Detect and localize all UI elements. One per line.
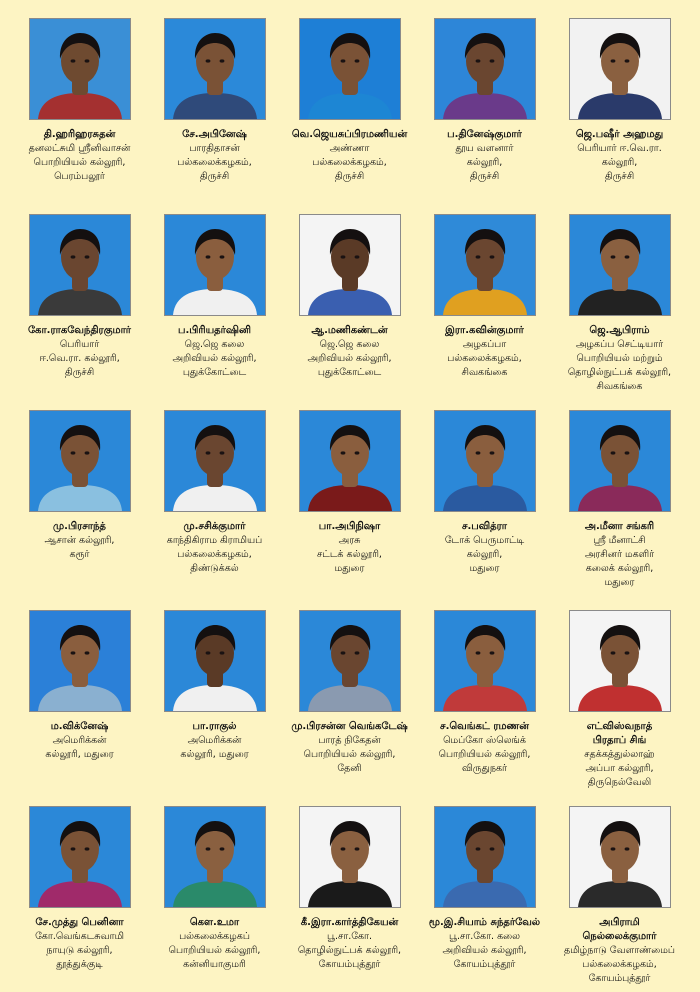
profile-card — [282, 392, 417, 592]
institution-line: சிவகங்கை — [596, 381, 643, 392]
portrait-right-eye — [489, 651, 494, 654]
institution-line: தனலட்சுமி ஸ்ரீனிவாசன் — [28, 143, 131, 154]
institution-line: கோயம்புத்தூர் — [453, 959, 516, 970]
profile-caption — [418, 128, 552, 184]
portrait-left-eye — [205, 59, 210, 62]
person-name: ப.தினேஷ்குமார் — [447, 129, 522, 140]
person-name: கோ.ராகவேந்திரகுமார் — [27, 325, 132, 336]
profile-caption — [148, 720, 282, 762]
profile-caption — [148, 520, 282, 576]
institution-line: சிவகங்கை — [461, 367, 508, 378]
institution-line: தொழில்நுட்பக் கல்லூரி, — [567, 367, 672, 378]
portrait-photo — [434, 410, 536, 512]
institution-line: அழகப்பா — [462, 339, 507, 350]
portrait-photo — [299, 610, 401, 712]
person-name: மூ.இ.சியாம் சுந்தர்வேல் — [428, 917, 541, 928]
institution-line: ஸ்ரீ மீனாட்சி — [593, 535, 646, 546]
person-name: ப.பிரியதர்ஷினி — [178, 325, 251, 336]
person-name: ச.பவித்ரா — [461, 521, 508, 532]
institution-line: அறிவியல் கல்லூரி, — [442, 945, 527, 956]
portrait-photo — [164, 806, 266, 908]
portrait-photo — [29, 214, 131, 316]
person-name: இரா.கவின்குமார் — [445, 325, 524, 336]
person-name: கௌ.உமா — [189, 917, 240, 928]
institution-line: பொறியியல் கல்லூரி, — [168, 945, 261, 956]
profile-card — [12, 392, 147, 592]
institution-line: அமெரிக்கன் — [52, 735, 107, 746]
portrait-photo — [569, 410, 671, 512]
portrait-left-eye — [610, 59, 615, 62]
institution-line: பூ.சா.கோ. — [326, 931, 373, 942]
profile-caption — [553, 324, 687, 392]
person-name: ச.வெங்கட் ரமணன் — [440, 721, 529, 732]
institution-line: பல்கலைக்கழகம், — [312, 157, 387, 168]
profile-caption — [553, 720, 687, 788]
portrait-right-eye — [489, 847, 494, 850]
person-name: சே.அபினேஷ் — [182, 129, 247, 140]
profile-caption — [283, 720, 417, 776]
profile-caption — [283, 520, 417, 576]
profile-card — [147, 392, 282, 592]
profile-card — [552, 592, 687, 788]
institution-line: சதக்கத்துல்லாஹ் — [584, 749, 655, 760]
portrait-right-eye — [624, 651, 629, 654]
institution-line: பொறியியல் கல்லூரி, — [438, 749, 531, 760]
profile-caption — [148, 128, 282, 184]
portrait-right-eye — [84, 255, 89, 258]
portrait-left-eye — [610, 651, 615, 654]
person-name: ஜெ.பஷீர் அஹமது — [575, 129, 664, 140]
portrait-left-eye — [70, 255, 75, 258]
institution-line: பல்கலைக்கழகம், — [177, 157, 252, 168]
institution-line: காந்திகிராம கிராமியப் — [166, 535, 263, 546]
portrait-left-eye — [70, 59, 75, 62]
institution-line: அப்பா கல்லூரி, — [585, 763, 654, 774]
institution-line: திருநெல்வேலி — [587, 777, 652, 788]
portrait-left-eye — [205, 847, 210, 850]
institution-line: அழகப்ப செட்டியார் — [575, 339, 664, 350]
profile-card — [417, 196, 552, 392]
portrait-right-eye — [489, 255, 494, 258]
portrait-right-eye — [219, 847, 224, 850]
institution-line: சட்டக் கல்லூரி, — [317, 549, 382, 560]
profile-caption — [418, 720, 552, 776]
institution-line: அரசினர் மகளிர் — [584, 549, 655, 560]
institution-line: டோக் பெருமாட்டி — [444, 535, 525, 546]
portrait-right-eye — [489, 451, 494, 454]
institution-line: கலைக் கல்லூரி, — [585, 563, 654, 574]
institution-line: தமிழ்நாடு வேளாண்மைப் — [564, 945, 675, 956]
portrait-left-eye — [205, 651, 210, 654]
portrait-right-eye — [624, 255, 629, 258]
portrait-right-eye — [219, 255, 224, 258]
profile-card — [147, 0, 282, 196]
profile-card — [12, 196, 147, 392]
portrait-right-eye — [354, 651, 359, 654]
institution-line: திருச்சி — [469, 171, 500, 182]
institution-line: அரசு — [338, 535, 361, 546]
institution-line: பல்கலைக்கழகம், — [447, 353, 522, 364]
profile-card — [147, 592, 282, 788]
portrait-left-eye — [475, 451, 480, 454]
portrait-photo — [299, 410, 401, 512]
institution-line: பல்கலைக்கழகம், — [582, 959, 657, 970]
portrait-photo — [164, 610, 266, 712]
portrait-photo — [29, 410, 131, 512]
institution-line: பொறியியல் மற்றும் — [576, 353, 663, 364]
portrait-left-eye — [70, 651, 75, 654]
institution-line: கோயம்புத்தூர் — [318, 959, 381, 970]
profile-caption — [13, 128, 147, 184]
profile-card — [12, 788, 147, 992]
institution-line: பொறியியல் கல்லூரி, — [303, 749, 396, 760]
profile-card — [417, 392, 552, 592]
person-name: மு.பிரசன்ன வெங்கடேஷ் — [291, 721, 408, 732]
institution-line: பெரியார் — [59, 339, 100, 350]
institution-line: திருச்சி — [199, 171, 230, 182]
profile-card — [552, 392, 687, 592]
institution-line: மதுரை — [604, 577, 635, 588]
portrait-photo — [434, 18, 536, 120]
institution-line: கல்லூரி, — [601, 157, 638, 168]
profile-caption — [418, 520, 552, 576]
profile-caption — [418, 916, 552, 972]
profile-caption — [13, 720, 147, 762]
portrait-photo — [569, 214, 671, 316]
portrait-left-eye — [70, 847, 75, 850]
profile-card — [552, 196, 687, 392]
institution-line: கோ.வெங்கடசுவாமி — [35, 931, 124, 942]
institution-line: புதுக்கோட்டை — [317, 367, 382, 378]
person-name: பிரதாப் சிங் — [592, 735, 647, 746]
institution-line: தூத்துக்குடி — [56, 959, 103, 970]
person-name: எட்விஸ்வநாத் — [586, 721, 653, 732]
institution-line: அண்ணா — [329, 143, 370, 154]
institution-line: நாயுடு கல்லூரி, — [46, 945, 113, 956]
portrait-photo — [569, 806, 671, 908]
portrait-photo — [299, 806, 401, 908]
portrait-left-eye — [610, 255, 615, 258]
person-name: மு.பிரசாந்த் — [53, 521, 106, 532]
portrait-photo — [434, 214, 536, 316]
portrait-photo — [164, 214, 266, 316]
institution-line: திண்டுக்கல் — [190, 563, 239, 574]
portrait-right-eye — [219, 451, 224, 454]
portrait-right-eye — [84, 651, 89, 654]
profile-caption — [13, 916, 147, 972]
profile-caption — [283, 916, 417, 972]
portrait-left-eye — [340, 847, 345, 850]
institution-line: அறிவியல் கல்லூரி, — [307, 353, 392, 364]
profile-caption — [553, 128, 687, 184]
person-name: அ.மீனா சங்கரி — [584, 521, 655, 532]
institution-line: அமெரிக்கன் — [187, 735, 242, 746]
portrait-left-eye — [475, 847, 480, 850]
portrait-right-eye — [624, 847, 629, 850]
profile-card — [417, 0, 552, 196]
profile-caption — [553, 916, 687, 986]
portrait-right-eye — [84, 59, 89, 62]
profile-caption — [283, 128, 417, 184]
profile-caption — [13, 324, 147, 380]
portrait-photo — [434, 610, 536, 712]
portrait-left-eye — [475, 255, 480, 258]
portrait-right-eye — [354, 847, 359, 850]
institution-line: ஈ.வெ.ரா. கல்லூரி, — [39, 353, 120, 364]
institution-line: கரூர் — [69, 549, 90, 560]
person-name: ம.விக்னேஷ் — [50, 721, 109, 732]
portrait-left-eye — [205, 451, 210, 454]
portrait-right-eye — [219, 651, 224, 654]
profile-card — [12, 592, 147, 788]
profile-caption — [148, 916, 282, 972]
portrait-photo — [29, 806, 131, 908]
portrait-left-eye — [340, 255, 345, 258]
portrait-right-eye — [219, 59, 224, 62]
person-name: பா.ராகுல் — [192, 721, 237, 732]
portrait-right-eye — [84, 847, 89, 850]
institution-line: மெப்கோ ஸ்லெங்க் — [443, 735, 526, 746]
portrait-right-eye — [354, 451, 359, 454]
profile-card — [147, 788, 282, 992]
profile-card — [282, 0, 417, 196]
institution-line: பாரதிதாசன் — [189, 143, 240, 154]
portrait-right-eye — [624, 59, 629, 62]
portrait-left-eye — [475, 59, 480, 62]
person-name: பா.அபிநிஷா — [318, 521, 381, 532]
portrait-left-eye — [610, 847, 615, 850]
portrait-left-eye — [610, 451, 615, 454]
person-name: தி.ஹரிஹரசுதன் — [43, 129, 116, 140]
portrait-left-eye — [205, 255, 210, 258]
portrait-right-eye — [354, 59, 359, 62]
profile-caption — [283, 324, 417, 380]
institution-line: கல்லூரி, மதுரை — [45, 749, 114, 760]
profile-card — [12, 0, 147, 196]
institution-line: ஆசான் கல்லூரி, — [44, 535, 115, 546]
profile-card — [417, 592, 552, 788]
portrait-left-eye — [70, 451, 75, 454]
portrait-photo — [164, 18, 266, 120]
institution-line: பொறியியல் கல்லூரி, — [33, 157, 126, 168]
institution-line: பூ.சா.கோ. கலை — [448, 931, 521, 942]
institution-line: பெரியார் ஈ.வெ.ரா. — [577, 143, 662, 154]
portrait-photo — [299, 18, 401, 120]
portrait-right-eye — [489, 59, 494, 62]
portrait-photo — [29, 18, 131, 120]
institution-line: புதுக்கோட்டை — [182, 367, 247, 378]
portrait-photo — [569, 18, 671, 120]
portrait-left-eye — [340, 651, 345, 654]
portrait-right-eye — [84, 451, 89, 454]
profile-caption — [148, 324, 282, 380]
portrait-photo — [299, 214, 401, 316]
portrait-photo — [164, 410, 266, 512]
portrait-left-eye — [475, 651, 480, 654]
portrait-left-eye — [340, 59, 345, 62]
portrait-photo — [569, 610, 671, 712]
institution-line: கல்லூரி, — [466, 549, 503, 560]
portrait-right-eye — [354, 255, 359, 258]
institution-line: திருச்சி — [604, 171, 635, 182]
institution-line: பாரத் நிகேதன் — [318, 735, 381, 746]
person-name: வெ.ஜெயசுப்பிரமணியன் — [291, 129, 408, 140]
person-name: கீ.இரா.கார்த்திகேயன் — [300, 917, 399, 928]
person-name: மு.சசிக்குமார் — [183, 521, 246, 532]
institution-line: கல்லூரி, மதுரை — [180, 749, 249, 760]
profile-card — [282, 592, 417, 788]
person-name: சே.முத்து பெனினா — [35, 917, 124, 928]
portrait-left-eye — [340, 451, 345, 454]
institution-line: ஜெ.ஜெ கலை — [184, 339, 245, 350]
profile-card — [282, 788, 417, 992]
institution-line: கன்னியாகுமரி — [183, 959, 246, 970]
institution-line: கோயம்புத்தூர் — [588, 973, 651, 984]
institution-line: பல்கலைக்கழகப் — [179, 931, 250, 942]
institution-line: தூய வளனார் — [455, 143, 514, 154]
institution-line: மதுரை — [334, 563, 365, 574]
institution-line: மதுரை — [469, 563, 500, 574]
person-name: ஆ.மணிகண்டன் — [311, 325, 388, 336]
institution-line: தொழில்நுட்பக் கல்லூரி, — [297, 945, 402, 956]
portrait-photo — [29, 610, 131, 712]
profile-card — [552, 788, 687, 992]
institution-line: பெரம்பலூர் — [54, 171, 105, 182]
profile-caption — [553, 520, 687, 590]
portrait-right-eye — [624, 451, 629, 454]
institution-line: தேனி — [337, 763, 362, 774]
institution-line: பல்கலைக்கழகம், — [177, 549, 252, 560]
person-name: நெல்லைக்குமார் — [582, 931, 657, 942]
institution-line: திருச்சி — [64, 367, 95, 378]
profile-caption — [13, 520, 147, 562]
profile-caption — [418, 324, 552, 380]
profile-card — [282, 196, 417, 392]
institution-line: திருச்சி — [334, 171, 365, 182]
profile-card — [417, 788, 552, 992]
person-name: ஜெ.ஆபிராம் — [589, 325, 650, 336]
portrait-photo — [434, 806, 536, 908]
institution-line: அறிவியல் கல்லூரி, — [172, 353, 257, 364]
profile-card — [552, 0, 687, 196]
profile-card — [147, 196, 282, 392]
institution-line: கல்லூரி, — [466, 157, 503, 168]
institution-line: ஜெ.ஜெ கலை — [319, 339, 380, 350]
person-name: அபிராமி — [599, 917, 640, 928]
institution-line: விருதுநகர் — [462, 763, 507, 774]
